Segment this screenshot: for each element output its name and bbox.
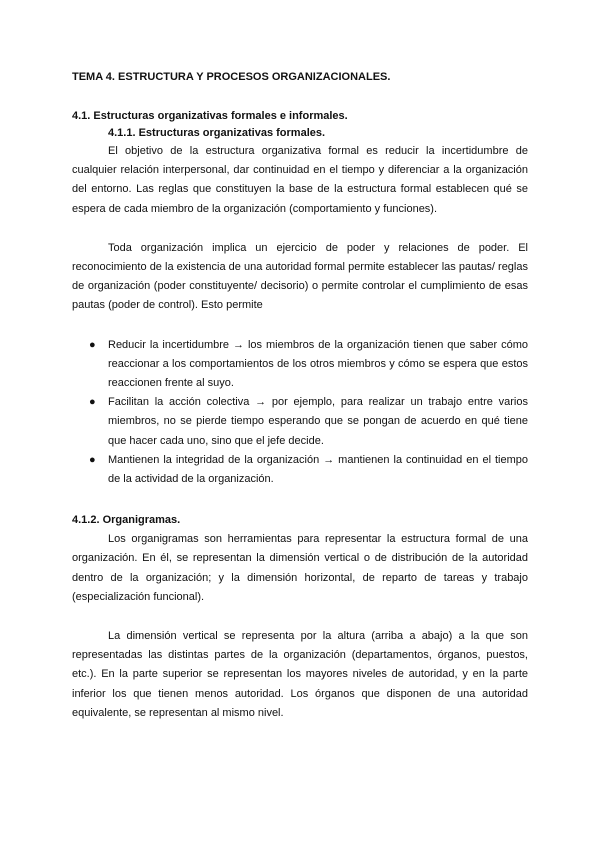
spacer	[72, 489, 528, 513]
paragraph: Toda organización implica un ejercicio de poder y relaciones de poder. El reconocimiento de la existencia de una autoridad formal permite establecer las pautas/ reglas de organización (poder constituyente/ decisorio) o permite controlar el cumplimiento de esas pautas (poder de control). Esto permite	[72, 241, 528, 312]
section-heading-4-1: 4.1. Estructuras organizativas formales e informales.	[72, 110, 348, 122]
bullet-icon: ●	[89, 338, 96, 351]
paragraph: Los organigramas son herramientas para representar la estructura formal de una organización. En él, se representan la dimensión vertical o de distribución de la autoridad dentro de la organización; y la dimensión horizontal, de reparto de tareas y trabajo (especialización funcional).	[72, 533, 528, 603]
bullet-list	[72, 336, 528, 490]
spacer	[72, 316, 528, 336]
document-body	[72, 70, 528, 723]
bullet-icon: ●	[89, 396, 96, 409]
list-item	[72, 336, 528, 394]
paragraph: La dimensión vertical se representa por la altura (arriba a abajo) a la que son representadas las distintas partes de la organización (departamentos, órganos, puestos, etc.). En la parte superior se representan los mayores niveles de autoridad, y en la parte inferior los que tienen menos autoridad. Los órganos que disponen de una autoridad equivalente, se representan al mismo nivel.	[72, 630, 528, 719]
spacer	[72, 219, 528, 239]
spacer	[72, 84, 528, 109]
list-item	[72, 393, 528, 451]
list-item-text: Facilitan la acción colectiva → por ejemplo, para realizar un trabajo entre varios miembros, no se pierde tiempo esperando que se pongan de acuerdo en qué tiene que hacer cada uno, sino que el jefe decide.	[108, 396, 528, 447]
document-title: TEMA 4. ESTRUCTURA Y PROCESOS ORGANIZACIONALES.	[72, 71, 391, 83]
bullet-icon: ●	[89, 453, 96, 466]
subsection-heading-4-1-2: 4.1.2. Organigramas.	[72, 514, 181, 527]
list-item-text: Mantienen la integridad de la organización → mantienen la continuidad en el tiempo de la actividad de la organización.	[108, 453, 528, 486]
subsection-heading-4-1-1: 4.1.1. Estructuras organizativas formales.	[108, 127, 326, 139]
paragraph: El objetivo de la estructura organizativa formal es reducir la incertidumbre de cualquier relación interpersonal, dar continuidad en el tiempo y diferenciar a la organización del entorno. Las reglas que constituyen la base de la estructura formal establecen qué se espera de cada miembro de la organización (comportamiento y funciones).	[72, 145, 528, 215]
list-item	[72, 451, 528, 489]
list-item-text: Reducir la incertidumbre → los miembros de la organización tienen que saber cómo reaccionar a los comportamientos de los otros miembros y cómo se espera que estos reaccionen frente al suyo.	[108, 338, 528, 390]
spacer	[72, 607, 528, 627]
